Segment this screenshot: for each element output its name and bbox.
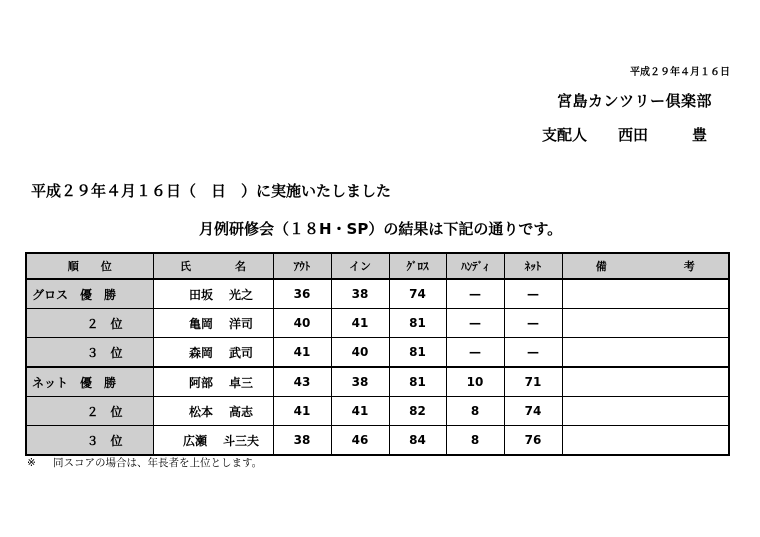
handicap-value: —: [446, 338, 504, 368]
reference-mark: ※: [27, 457, 36, 469]
table-row: [26, 426, 729, 456]
remarks-cell: [562, 279, 729, 309]
header-out: ｱｳﾄ: [273, 253, 331, 279]
table-row: [26, 309, 729, 338]
manager-family-name: 西田: [618, 126, 649, 144]
header-net: ﾈｯﾄ: [504, 253, 562, 279]
net-score: —: [504, 279, 562, 309]
rank-cell: ２ 位: [26, 397, 153, 426]
gross-score: 74: [389, 279, 446, 309]
net-score: 71: [504, 367, 562, 397]
in-score: 41: [331, 309, 389, 338]
club-name: 宮島カンツリー倶楽部: [556, 92, 712, 110]
out-score: 36: [273, 279, 331, 309]
gross-score: 84: [389, 426, 446, 456]
net-score: 76: [504, 426, 562, 456]
player-name: 阿部 卓三: [153, 367, 273, 397]
in-score: 41: [331, 397, 389, 426]
results-table: [25, 252, 730, 456]
in-score: 38: [331, 367, 389, 397]
table-header-row: [26, 253, 729, 279]
manager-title: 支配人: [542, 126, 588, 144]
rank-cell: グロス 優 勝: [26, 279, 153, 309]
remarks-cell: [562, 338, 729, 368]
table-row: [26, 397, 729, 426]
in-score: 46: [331, 426, 389, 456]
player-name: 亀岡 洋司: [153, 309, 273, 338]
manager-given-name: 豊: [692, 126, 708, 144]
gross-score: 82: [389, 397, 446, 426]
out-score: 38: [273, 426, 331, 456]
handicap-value: 8: [446, 426, 504, 456]
out-score: 41: [273, 397, 331, 426]
handicap-value: —: [446, 279, 504, 309]
header-handicap: ﾊﾝﾃﾞｨ: [446, 253, 504, 279]
out-score: 40: [273, 309, 331, 338]
handicap-value: 8: [446, 397, 504, 426]
gross-score: 81: [389, 367, 446, 397]
footnote-text: 同スコアの場合は、年長者を上位とします。: [53, 457, 263, 469]
header-name: 氏 名: [153, 253, 273, 279]
rank-cell: ３ 位: [26, 338, 153, 368]
footnote: [27, 455, 262, 470]
remarks-cell: [562, 397, 729, 426]
out-score: 43: [273, 367, 331, 397]
remarks-cell: [562, 426, 729, 456]
header-rank: 順 位: [26, 253, 153, 279]
in-score: 40: [331, 338, 389, 368]
rank-cell: ３ 位: [26, 426, 153, 456]
player-name: 田坂 光之: [153, 279, 273, 309]
net-score: 74: [504, 397, 562, 426]
player-name: 広瀬 斗三夫: [153, 426, 273, 456]
handicap-value: —: [446, 309, 504, 338]
intro-line-1: 平成２９年４月１６日（ 日 ）に実施いたしました: [31, 182, 392, 200]
rank-cell: ２ 位: [26, 309, 153, 338]
document-date: 平成２９年４月１６日: [630, 67, 730, 78]
gross-score: 81: [389, 338, 446, 368]
table-row: [26, 338, 729, 368]
header-in: イン: [331, 253, 389, 279]
in-score: 38: [331, 279, 389, 309]
gross-score: 81: [389, 309, 446, 338]
out-score: 41: [273, 338, 331, 368]
handicap-value: 10: [446, 367, 504, 397]
player-name: 松本 高志: [153, 397, 273, 426]
manager-signature: [542, 124, 707, 145]
rank-cell: ネット 優 勝: [26, 367, 153, 397]
table-row: [26, 279, 729, 309]
header-remarks: 備 考: [562, 253, 729, 279]
net-score: —: [504, 309, 562, 338]
intro-line-2: 月例研修会（１８H・SP）の結果は下記の通りです。: [199, 220, 563, 238]
remarks-cell: [562, 309, 729, 338]
net-score: —: [504, 338, 562, 368]
remarks-cell: [562, 367, 729, 397]
table-row: [26, 367, 729, 397]
header-gross: ｸﾞﾛｽ: [389, 253, 446, 279]
player-name: 森岡 武司: [153, 338, 273, 368]
